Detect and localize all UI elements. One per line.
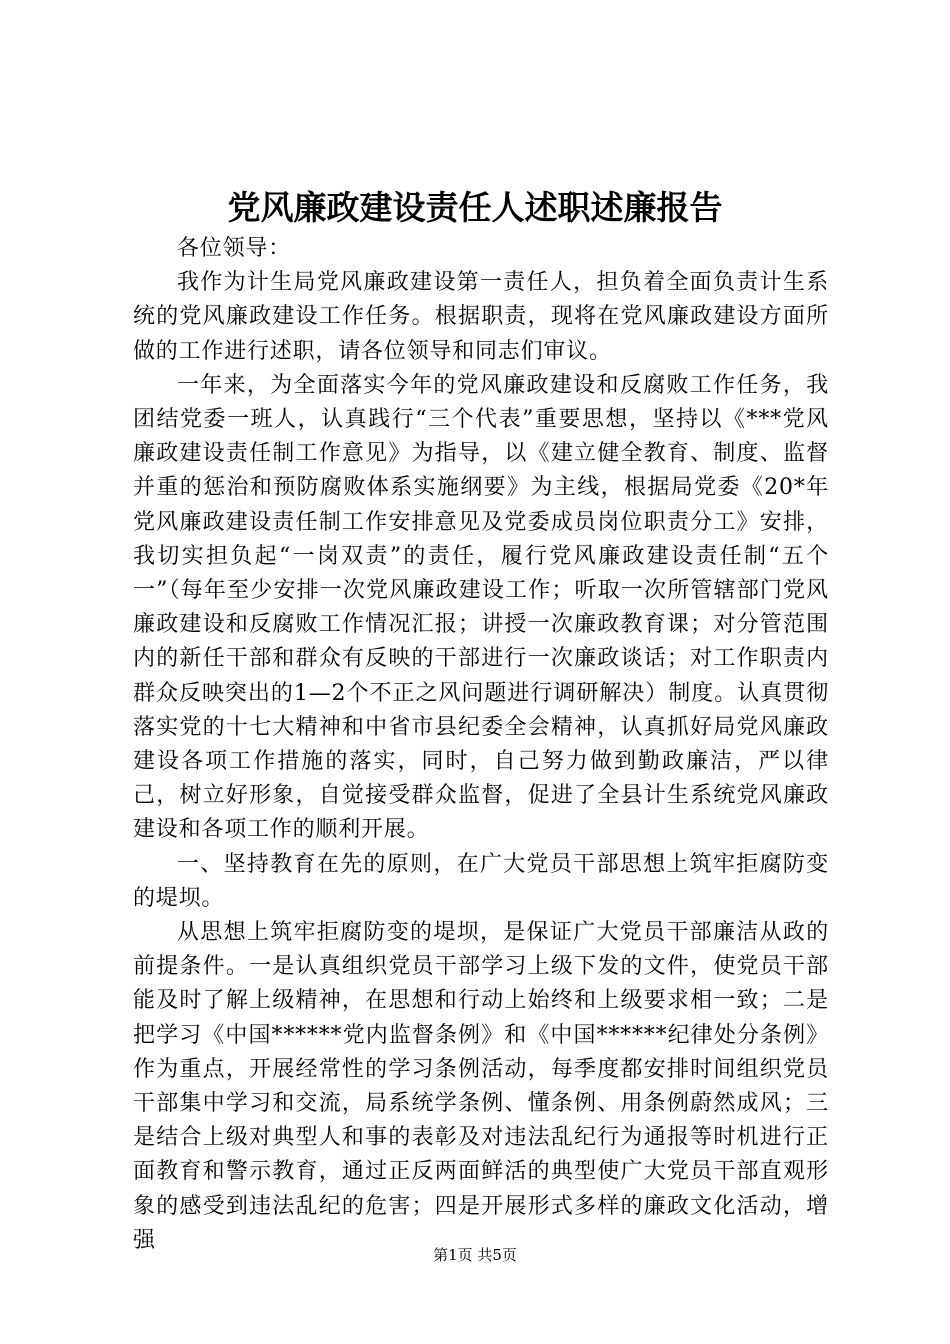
page-number-footer: 第1页 共5页 [433,1246,517,1264]
salutation: 各位领导： [177,236,292,261]
section-heading-1: 一、坚持教育在先的原则，在广大党员干部思想上筑牢拒腐防变的堤坝。 [133,851,829,911]
paragraph-section-1: 从思想上筑牢拒腐防变的堤坝，是保证广大党员干部廉洁从政的前提条件。一是认真组织党员干部学习上级下发的文件，使党员干部能及时了解上级精神，在思想和行动上始终和上级要求相一致；二是把学习《中国******党内监督条例》和《中国******纪律处分条例》作为重点，开展经常性的学习条例活动，每季度都安排时间组织党员干部集中学习和交流，局系统学条例、懂条例、用条例蔚然成风；三是结合上级对典型人和事的表彰及对违法乱纪行为通报等时机进行正面教育和警示教育，通过正反两面鲜活的典型使广大党员干部直观形象的感受到违法乱纪的危害；四是开展形式多样的廉政文化活动，增强 [133,920,829,1253]
paragraph-intro: 我作为计生局党风廉政建设第一责任人，担负着全面负责计生系统的党风廉政建设工作任务。根据职责，现将在党风廉政建设方面所做的工作进行述职，请各位领导和同志们审议。 [133,270,829,364]
paragraph-overview: 一年来，为全面落实今年的党风廉政建设和反腐败工作任务，我团结党委一班人，认真践行“三个代表”重要思想，坚持以《***党风廉政建设责任制工作意见》为指导，以《建立健全教育、制度、监督并重的惩治和预防腐败体系实施纲要》为主线，根据局党委《20*年党风廉政建设责任制工作安排意见及党委成员岗位职责分工》安排，我切实担负起“一岗双责”的责任，履行党风廉政建设责任制“五个一”（每年至少安排一次党风廉政建设工作；听取一次所管辖部门党风廉政建设和反腐败工作情况汇报；讲授一次廉政教育课；对分管范围内的新任干部和群众有反映的干部进行一次廉政谈话；对工作职责内群众反映突出的1—2个不正之风问题进行调研解决）制度。认真贯彻落实党的十七大精神和中省市县纪委全会精神，认真抓好局党风廉政建设各项工作措施的落实，同时，自己努力做到勤政廉洁，严以律己，树立好形象，自觉接受群众监督，促进了全县计生系统党风廉政建设和各项工作的顺利开展。 [133,372,829,843]
document-body [133,232,829,1258]
document-title: 党风廉政建设责任人述职述廉报告 [227,188,723,227]
